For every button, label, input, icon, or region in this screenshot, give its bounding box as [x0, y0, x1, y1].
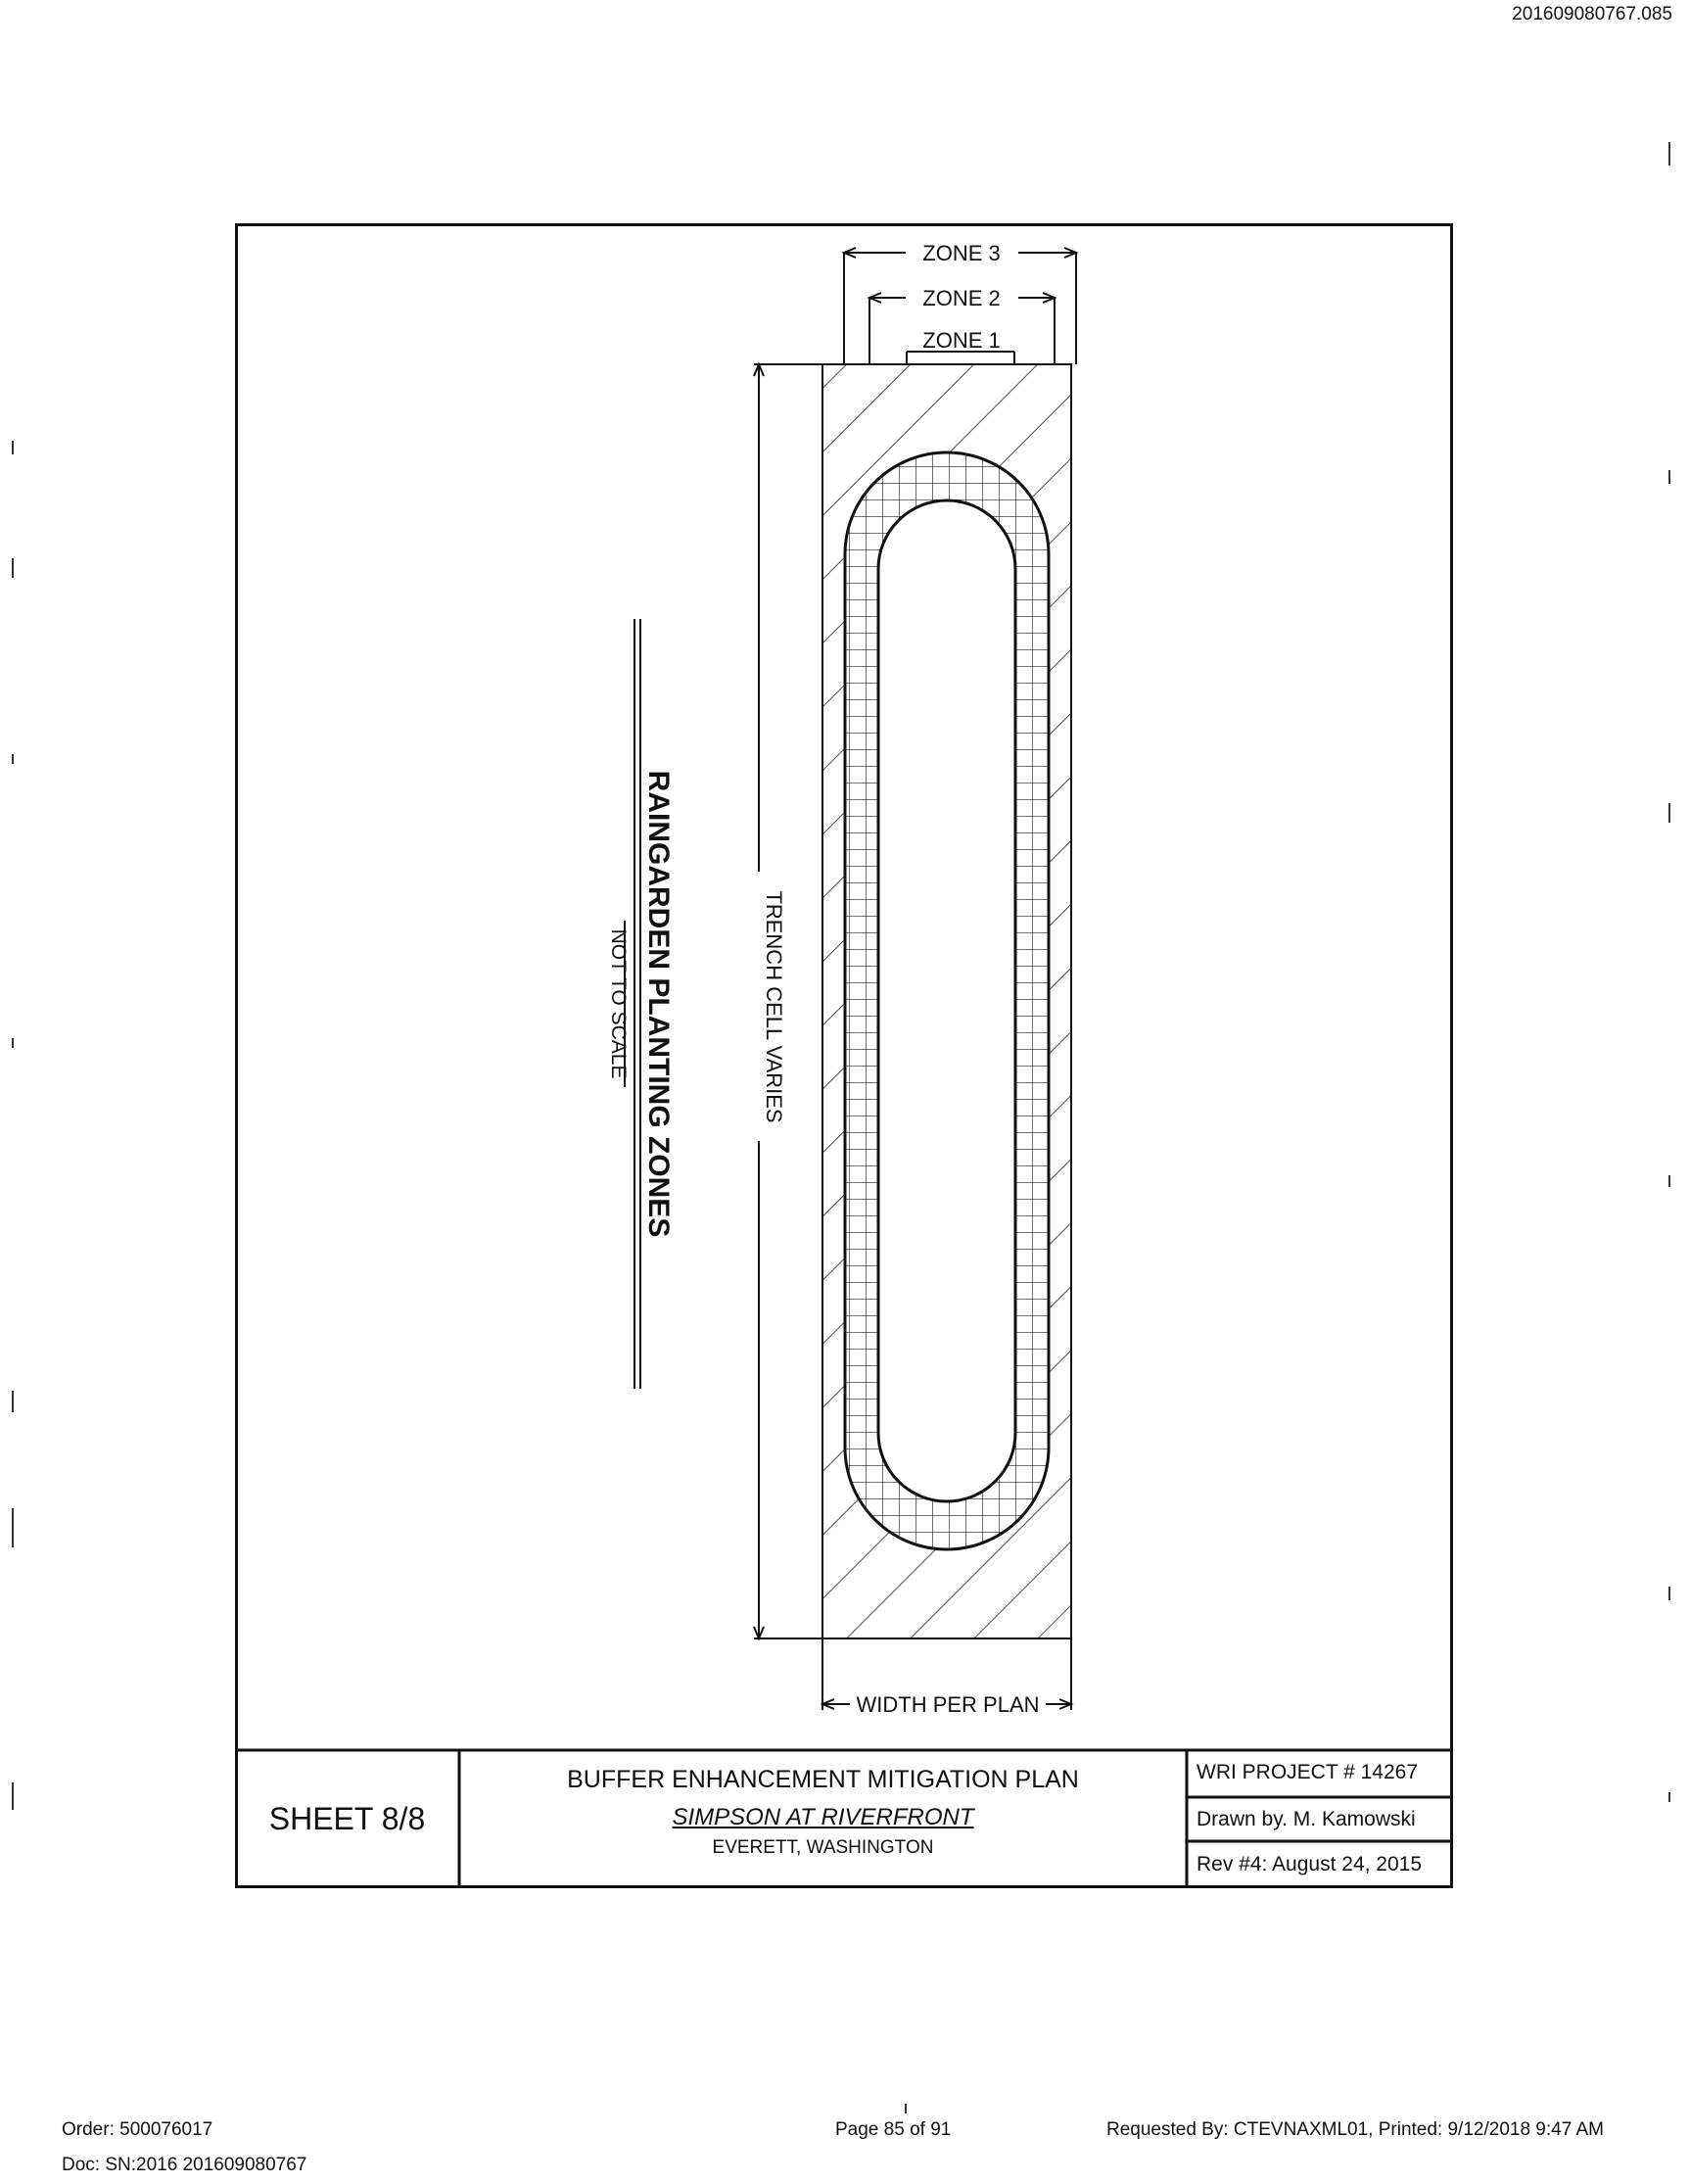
zone-1-bracket: [907, 352, 1014, 364]
revision: Rev #4: August 24, 2015: [1197, 1853, 1423, 1875]
scan-speck: [1668, 1587, 1670, 1600]
project-name: SIMPSON AT RIVERFRONT: [672, 1804, 974, 1830]
scan-speck: [12, 1391, 14, 1412]
zone-3-label: ZONE 3: [922, 241, 1001, 265]
sheet-number: SHEET 8/8: [268, 1801, 426, 1836]
scan-speck: [1668, 1175, 1670, 1187]
footer-doc: Doc: SN:2016 201609080767: [62, 2155, 307, 2175]
zone-1-area: [878, 500, 1015, 1501]
scan-speck: [12, 754, 14, 764]
project-number: WRI PROJECT # 14267: [1197, 1761, 1419, 1783]
scan-speck: [12, 1038, 14, 1048]
zone-2-label: ZONE 2: [922, 286, 1001, 310]
project-location: EVERETT, WASHINGTON: [712, 1837, 934, 1858]
page-tick-mark: [905, 2104, 907, 2113]
plan-title: BUFFER ENHANCEMENT MITIGATION PLAN: [567, 1766, 1079, 1793]
scan-speck: [12, 558, 14, 578]
footer-order: Order: 500076017: [62, 2119, 213, 2140]
length-dimension-label: TRENCH CELL VARIES: [762, 890, 786, 1123]
drawing-subtitle: NOT TO SCALE: [607, 928, 630, 1079]
zone-1-label: ZONE 1: [922, 328, 1001, 353]
scan-speck: [1668, 470, 1670, 484]
footer-page: Page 85 of 91: [835, 2119, 952, 2140]
document-id: 201609080767.085: [1512, 4, 1672, 24]
footer-requested: Requested By: CTEVNAXML01, Printed: 9/12/2018 9:47 AM: [1106, 2119, 1605, 2140]
scan-speck: [12, 1508, 14, 1547]
scan-speck: [12, 1782, 14, 1810]
drawing-title-rules: [634, 619, 640, 1389]
scan-speck: [1668, 803, 1670, 823]
scan-speck: [1668, 142, 1670, 166]
width-dimension-label: WIDTH PER PLAN: [856, 1692, 1040, 1717]
scan-speck: [12, 441, 14, 454]
drawn-by: Drawn by. M. Kamowski: [1197, 1808, 1416, 1830]
drawing-title: RAINGARDEN PLANTING ZONES: [642, 770, 675, 1238]
scan-speck: [1668, 1792, 1670, 1802]
